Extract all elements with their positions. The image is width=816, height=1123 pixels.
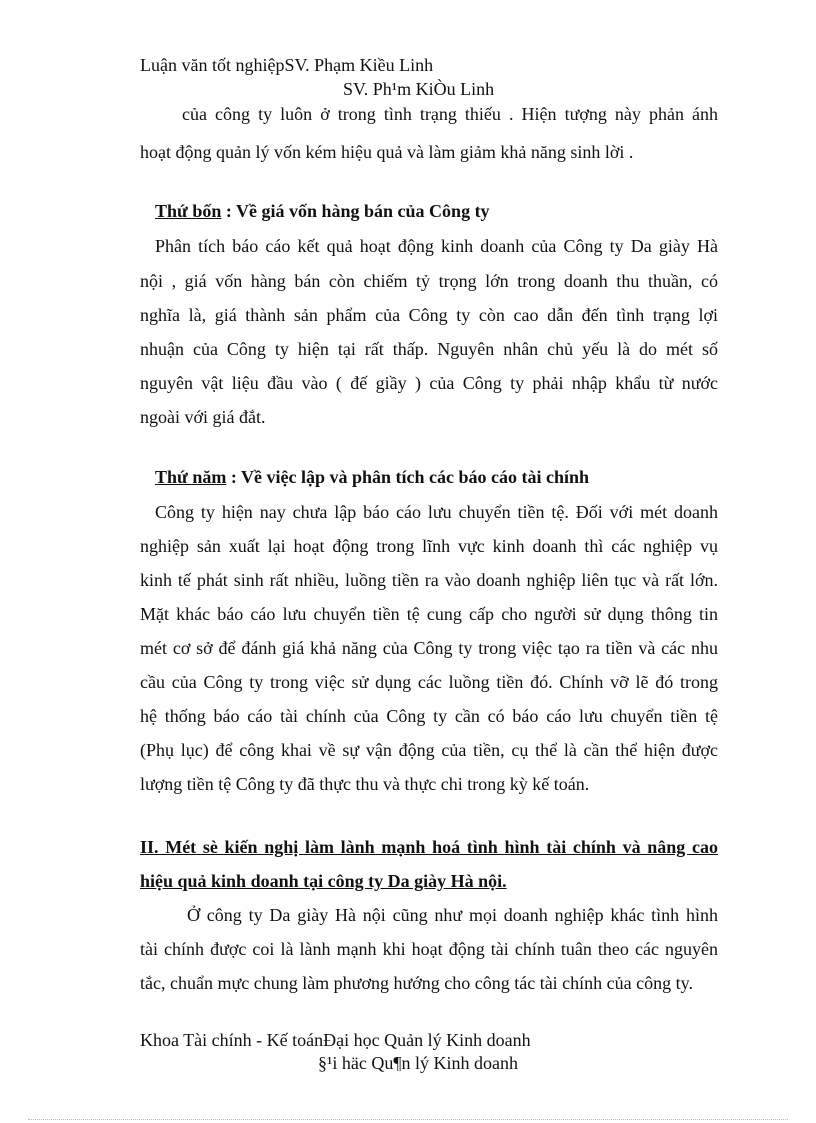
paragraph-line: tài chính được coi là lành mạnh khi hoạt động tài chính tuân theo các nguyên [140, 939, 718, 959]
part-heading: hiệu quả kinh doanh tại công ty Da giày Hà nội. [140, 871, 507, 891]
section-title: : Về việc lập và phân tích các báo cáo tài chính [226, 467, 589, 487]
paragraph-line: Mặt khác báo cáo lưu chuyển tiền tệ cung cấp cho người sử dụng thông tin [140, 604, 718, 624]
paragraph-line: Phân tích báo cáo kết quả hoạt động kinh doanh của Công ty Da giày Hà [155, 236, 718, 256]
paragraph-line: ngoài với giá đắt. [140, 407, 266, 427]
paragraph-line: mét cơ sở để đánh giá khả năng của Công ty trong việc tạo ra tiền và các nhu [140, 638, 718, 658]
paragraph-line: nghiệp sản xuất lại hoạt động trong lĩnh vực kinh doanh thì các nghiệp vụ [140, 536, 718, 556]
paragraph-line: nguyên vật liệu đầu vào ( đế giầy ) của Công ty phải nhập khẩu từ nước [140, 373, 718, 393]
section-title: : Về giá vốn hàng bán của Công ty [221, 201, 490, 221]
paragraph-line: lượng tiền tệ Công ty đã thực thu và thực chi trong kỳ kế toán. [140, 774, 590, 794]
paragraph-line: Công ty hiện nay chưa lập báo cáo lưu chuyển tiền tệ. Đối với mét doanh [155, 502, 718, 522]
section-heading [155, 468, 589, 486]
paragraph-line: hoạt động quản lý vốn kém hiệu quả và làm giảm khả năng sinh lời . [140, 142, 634, 162]
section-heading [155, 202, 490, 220]
paragraph-line: Ở công ty Da giày Hà nội cũng như mọi doanh nghiệp khác tình hình [187, 905, 718, 925]
paragraph-line: nghĩa là, giá thành sản phẩm của Công ty còn cao dẫn đến tình trạng lợi [140, 305, 718, 325]
paragraph-line: (Phụ lục) để công khai về sự vận động của tiền, cụ thể là cần thể hiện được [140, 740, 718, 760]
paragraph-line: tắc, chuẩn mực chung làm phương hướng cho công tác tài chính của công ty. [140, 973, 693, 993]
paragraph-line: nhuận của Công ty hiện tại rất thấp. Nguyên nhân chủ yếu là do mét số [140, 339, 718, 359]
part-heading: II. Mét sè kiến nghị làm lành mạnh hoá tình hình tài chính và nâng cao [140, 837, 718, 857]
section-label: Thứ bốn [155, 201, 222, 221]
paragraph-line: hệ thống báo cáo tài chính của Công ty cần có báo cáo lưu chuyển tiền tệ [140, 706, 718, 726]
running-header: Luận văn tốt nghiệpSV. Phạm Kiều Linh [140, 55, 434, 75]
running-header-legacy: SV. Ph¹m KiÒu Linh [343, 79, 495, 99]
running-footer: Khoa Tài chính - Kế toánĐại học Quản lý Kinh doanh [140, 1030, 531, 1050]
paragraph-line: của công ty luôn ở trong tình trạng thiếu . Hiện tượng này phản ánh [182, 104, 718, 124]
section-label: Thứ năm [155, 467, 227, 487]
paragraph-line: nội , giá vốn hàng bán còn chiếm tỷ trọng lớn trong doanh thu thuần, có [140, 271, 718, 291]
page-edge-divider [28, 1119, 788, 1120]
paragraph-line: cầu của Công ty trong việc sử dụng các luồng tiền đó. Chính vỡ lẽ đó trong [140, 672, 718, 692]
paragraph-line: kinh tế phát sinh rất nhiều, luồng tiền ra vào doanh nghiệp liên tục và rất lớn. [140, 570, 718, 590]
running-footer-legacy: §¹i häc Qu¶n lý Kinh doanh [318, 1053, 519, 1073]
